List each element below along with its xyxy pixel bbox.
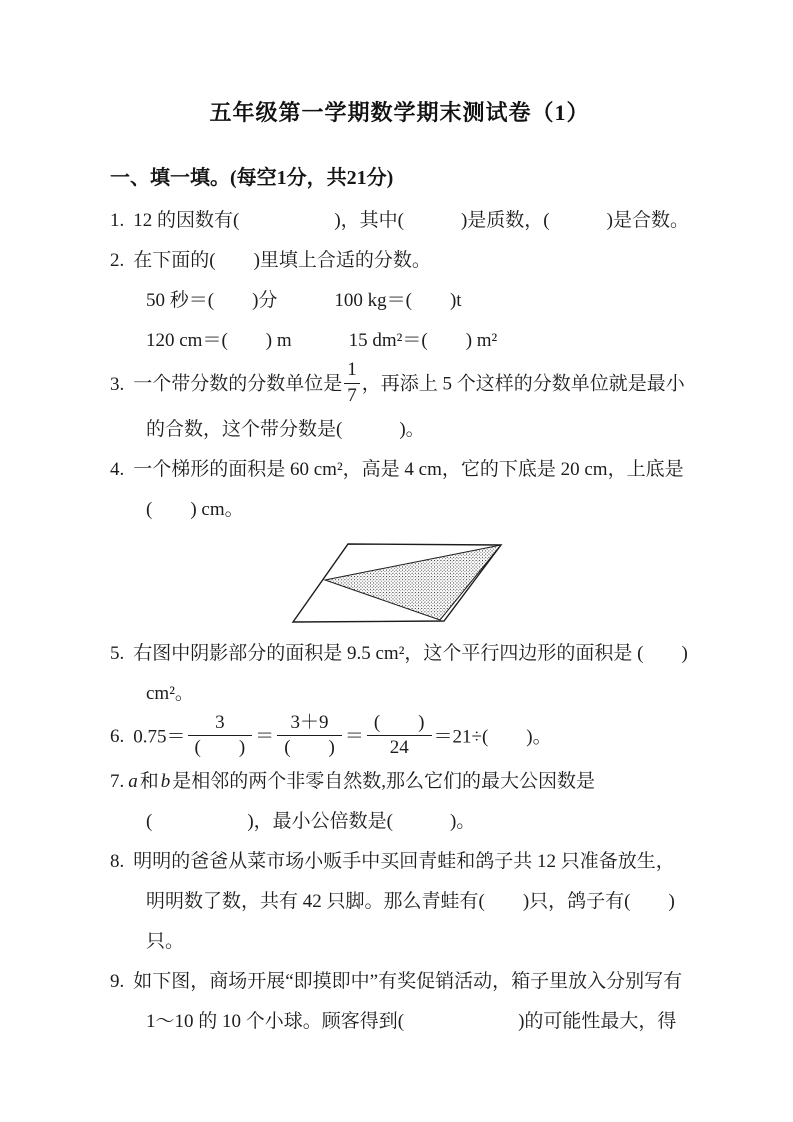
question-8-number: 8. [110, 851, 125, 873]
parallelogram-svg [280, 534, 510, 630]
variable-a: a [128, 771, 138, 793]
shaded-triangle [325, 545, 501, 620]
question-6-tail: ＝21÷( )。 [433, 726, 552, 748]
equals-sign: ＝ [344, 726, 364, 748]
question-3-text-post: ，再添上 5 个这样的分数单位就是最小的合数，这个带分数是( )。 [146, 373, 685, 440]
question-1-number: 1. [110, 210, 125, 231]
question-2-line-3: 120 cm＝( ) m 15 dm²＝( ) m² [146, 330, 498, 351]
question-5 [110, 634, 689, 714]
fraction-denominator: ( ) [284, 737, 335, 759]
question-3-number: 3. [110, 373, 125, 395]
fraction-denominator: 24 [389, 737, 409, 759]
equals-sign: ＝ [255, 726, 275, 748]
question-8-text: 明明的爸爸从菜市场小贩手中买回青蛙和鸽子共 12 只准备放生，明明数了数，共有 42 只脚。那么青蛙有( )只，鸽子有( )只。 [133, 851, 675, 953]
fraction-3plus9-over-blank [277, 712, 342, 761]
fraction-denominator: 7 [347, 384, 357, 406]
fraction-one-seventh [344, 359, 360, 408]
variable-b: b [160, 771, 171, 793]
question-2 [110, 241, 689, 281]
question-6-lead: 0.75＝ [133, 726, 186, 748]
paper-title: 五年级第一学期数学期末测试卷（1） [209, 100, 590, 125]
question-5-number: 5. [110, 642, 125, 664]
question-3-text-pre: 一个带分数的分数单位是 [133, 373, 343, 395]
question-7-text: 是相邻的两个非零自然数,那么它们的最大公因数是( )，最小公倍数是( )。 [146, 771, 596, 833]
question-9 [110, 962, 689, 1042]
fraction-numerator: 3 [188, 712, 253, 737]
question-7 [110, 762, 689, 842]
parallelogram-figure [280, 534, 689, 630]
question-4-text: 一个梯形的面积是 60 cm²，高是 4 cm，它的下底是 20 cm，上底是( ) cm。 [133, 458, 684, 520]
question-1 [110, 201, 689, 241]
question-7-number: 7. [110, 771, 125, 793]
question-6-number: 6. [110, 726, 125, 748]
fraction-blank-over-24 [367, 712, 432, 761]
question-7-join: 和 [139, 771, 159, 793]
fraction-numerator: 1 [344, 359, 360, 384]
section-heading: 一、填一填。(每空1分，共21分) [110, 167, 394, 189]
question-4-number: 4. [110, 458, 125, 480]
question-2-line-2: 50 秒＝( )分 100 kg＝( )t [146, 290, 462, 311]
question-6 [110, 711, 689, 763]
question-2-text: 在下面的( )里填上合适的分数。 [133, 250, 431, 271]
question-9-number: 9. [110, 971, 125, 993]
fraction-denominator: ( ) [194, 737, 246, 759]
question-4 [110, 450, 689, 530]
question-1-text: 12 的因数有( )，其中( )是质数，( )是合数。 [133, 210, 689, 231]
question-8 [110, 842, 689, 962]
question-3 [110, 361, 689, 450]
fraction-3-over-blank [188, 712, 253, 761]
fraction-numerator: 3＋9 [277, 712, 342, 737]
fraction-numerator: ( ) [367, 712, 432, 737]
question-5-text: 右图中阴影部分的面积是 9.5 cm²，这个平行四边形的面积是 ( ) cm²。 [133, 642, 688, 704]
question-2-number: 2. [110, 250, 125, 271]
question-9-text: 如下图，商场开展“即摸即中”有奖促销活动，箱子里放入分别写有 1～10 的 10 个小球。顾客得到( )的可能性最大，得 [133, 971, 683, 1033]
